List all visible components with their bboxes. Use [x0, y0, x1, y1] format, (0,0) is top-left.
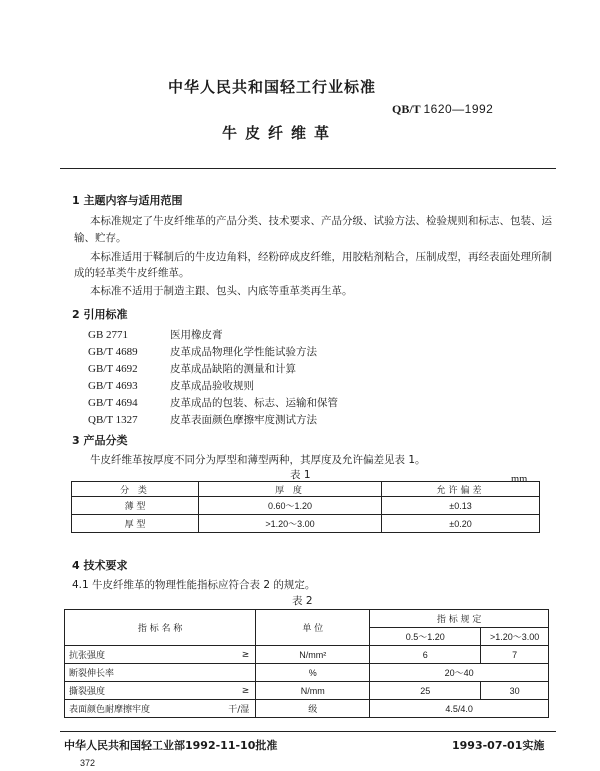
table-cell: 6	[370, 646, 481, 664]
standard-code	[392, 102, 493, 117]
section-4-heading: 4 技术要求	[72, 559, 128, 572]
table-header-cell: 指 标 规 定	[370, 610, 549, 628]
section-2-heading: 2 引用标准	[72, 308, 128, 321]
table-header-cell: 分 类	[72, 482, 199, 497]
table-header-row	[65, 610, 549, 628]
table-cell: 表面颜色耐摩擦牢度	[65, 700, 210, 718]
table-header-cell: 单 位	[256, 610, 370, 646]
table-2	[64, 609, 549, 718]
table-cell: ≥	[209, 682, 256, 700]
table-cell: 干/湿	[209, 700, 256, 718]
table-header-cell: 指 标 名 称	[65, 610, 256, 646]
org-title: 中华人民共和国轻工行业标准	[168, 78, 377, 96]
reference-code: GB/T 4693	[88, 380, 138, 392]
header-rule	[60, 168, 556, 169]
table-header-row	[72, 482, 540, 497]
table-cell: 0.60～1.20	[199, 497, 382, 515]
reference-title: 皮革成品的包装、标志、运输和保管	[170, 397, 338, 409]
table-cell	[209, 664, 256, 682]
reference-item	[88, 378, 254, 393]
reference-title: 皮革成品物理化学性能试验方法	[170, 346, 317, 358]
table-cell: ≥	[209, 646, 256, 664]
table-cell: 30	[481, 682, 549, 700]
table-cell: >1.20～3.00	[199, 515, 382, 533]
reference-item	[88, 361, 296, 376]
standard-number: 1620—1992	[423, 102, 494, 116]
table-header-cell: 允许偏差	[382, 482, 540, 497]
section-1-heading: 1 主题内容与适用范围	[72, 194, 183, 207]
table-cell: 撕裂强度	[65, 682, 210, 700]
table-cell: 厚 型	[72, 515, 199, 533]
table-cell: 抗张强度	[65, 646, 210, 664]
issuer-statement: 中华人民共和国轻工业部1992-11-10批准	[64, 739, 278, 752]
table-row	[65, 664, 549, 682]
table-1	[71, 481, 540, 533]
table-row	[72, 497, 540, 515]
reference-title: 医用橡皮膏	[170, 329, 223, 341]
table-cell: 断裂伸长率	[65, 664, 210, 682]
reference-item	[88, 327, 223, 342]
section-1-p2-line2: 成的轻革类牛皮纤维革。	[74, 267, 190, 279]
section-1-p2-line1: 本标准适用于鞣制后的牛皮边角料，经粉碎成皮纤维，用胶粘剂粘合，压制成型，再经表面处理所制	[90, 251, 552, 263]
table-cell: 7	[481, 646, 549, 664]
reference-title: 皮革成品验收规则	[170, 380, 254, 392]
section-1-p1-line1: 本标准规定了牛皮纤维革的产品分类、技术要求、产品分级、试验方法、检验规则和标志、包装、运	[90, 215, 552, 227]
reference-code: GB 2771	[88, 329, 129, 341]
table-cell: 4.5/4.0	[370, 700, 549, 718]
table-cell: N/mm²	[256, 646, 370, 664]
reference-title: 皮革表面颜色摩擦牢度测试方法	[170, 414, 317, 426]
table-cell: 薄 型	[72, 497, 199, 515]
table-row	[65, 646, 549, 664]
table-cell: 级	[256, 700, 370, 718]
table-cell: ±0.20	[382, 515, 540, 533]
table-cell: N/mm	[256, 682, 370, 700]
reference-code: GB/T 4689	[88, 346, 138, 358]
section-1-p1-line2: 输、贮存。	[74, 232, 127, 244]
document-title: 牛皮纤维革	[222, 124, 338, 142]
table-cell: 20～40	[370, 664, 549, 682]
table-cell: 25	[370, 682, 481, 700]
standard-prefix: QB/T	[392, 102, 421, 116]
table-cell: %	[256, 664, 370, 682]
page-number: 372	[80, 758, 96, 768]
section-3-text: 牛皮纤维革按厚度不同分为厚型和薄型两种，其厚度及允许偏差见表 1。	[90, 454, 426, 466]
effective-date: 1993-07-01实施	[452, 739, 545, 752]
section-3-heading: 3 产品分类	[72, 434, 128, 447]
reference-item	[88, 344, 317, 359]
reference-code: QB/T 1327	[88, 414, 138, 426]
reference-code: GB/T 4694	[88, 397, 138, 409]
table-row	[65, 682, 549, 700]
table-row	[72, 515, 540, 533]
table-header-cell: >1.20～3.00	[481, 628, 549, 646]
table-1-caption: 表 1	[290, 469, 311, 481]
table-2-caption: 表 2	[292, 595, 313, 607]
table-1-unit: mm	[511, 474, 528, 485]
table-cell: ±0.13	[382, 497, 540, 515]
reference-title: 皮革成品缺陷的测量和计算	[170, 363, 296, 375]
footer-rule	[60, 731, 556, 732]
table-header-cell: 厚 度	[199, 482, 382, 497]
table-row	[65, 700, 549, 718]
reference-item	[88, 395, 338, 410]
reference-code: GB/T 4692	[88, 363, 138, 375]
table-header-cell: 0.5～1.20	[370, 628, 481, 646]
section-1-p3: 本标准不适用于制造主跟、包头、内底等重革类再生革。	[90, 285, 353, 297]
reference-item	[88, 412, 317, 427]
clause-4-1: 4.1 牛皮纤维革的物理性能指标应符合表 2 的规定。	[72, 579, 316, 591]
